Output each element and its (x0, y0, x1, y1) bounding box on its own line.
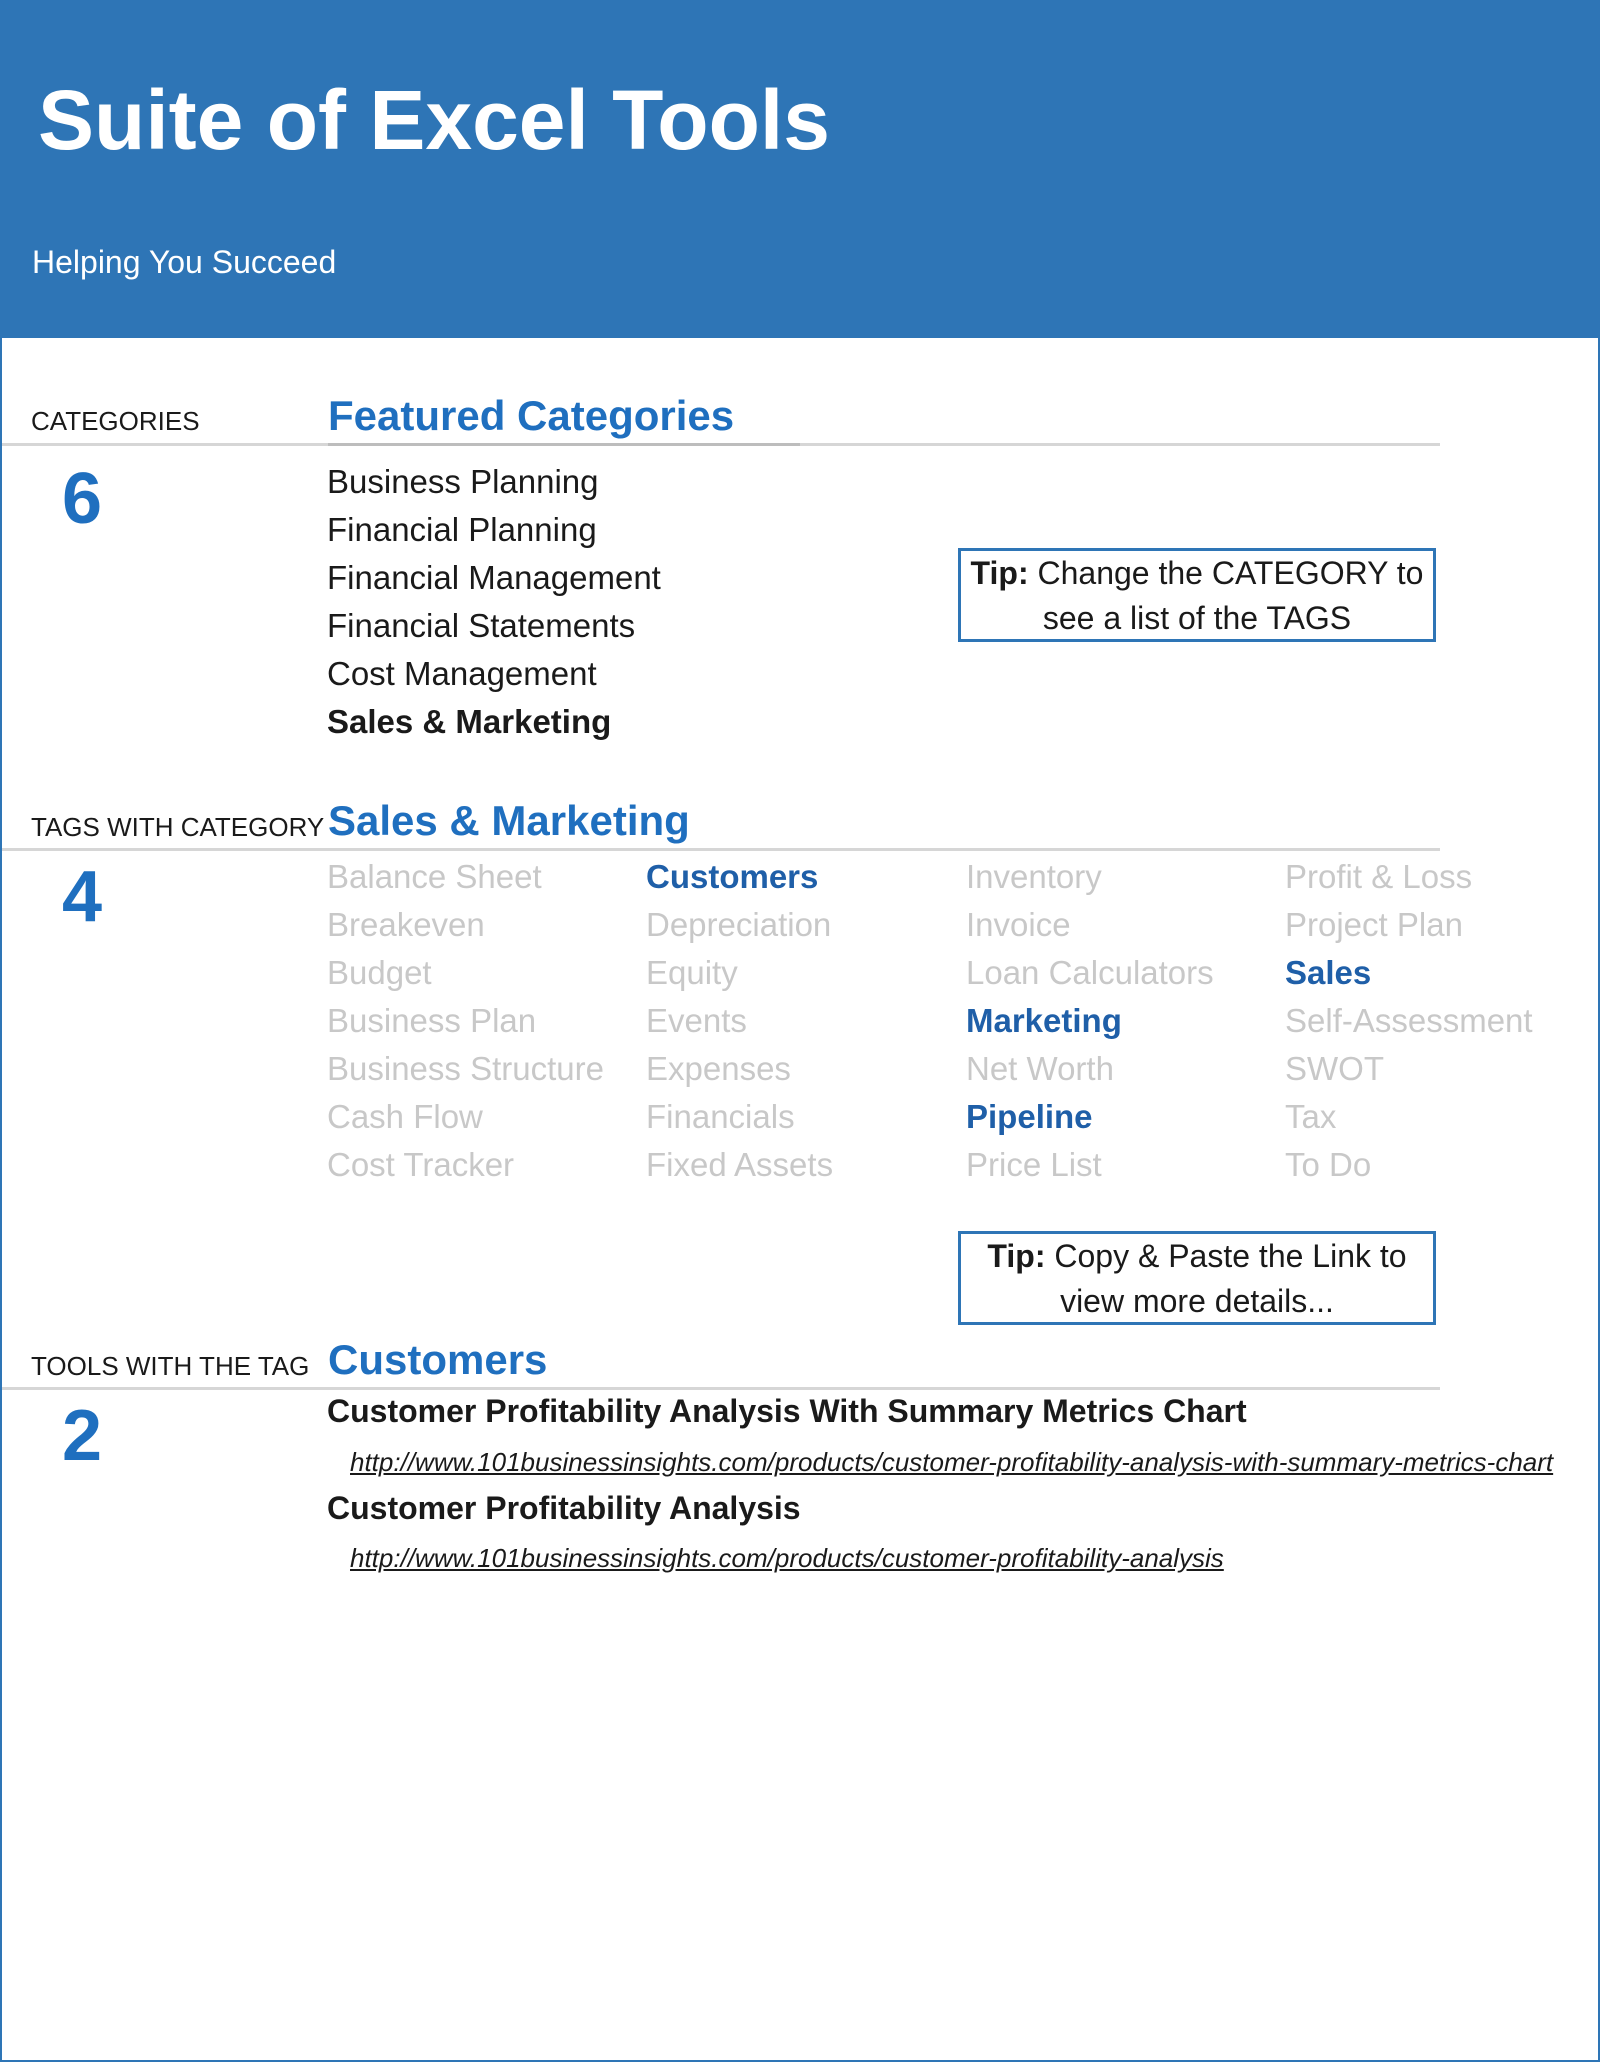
tag-item[interactable]: Marketing (966, 1002, 1122, 1039)
categories-label: CATEGORIES (31, 406, 200, 436)
tag-item[interactable]: Breakeven (327, 906, 485, 943)
category-tip-prefix: Tip: (970, 555, 1029, 591)
tag-item[interactable]: Sales (1285, 954, 1372, 991)
tool-title-1: Customer Profitability Analysis With Summary Metrics Chart (327, 1393, 1247, 1429)
tool-link-2[interactable]: http://www.101businessinsights.com/products/customer-profitability-analysis (350, 1543, 1224, 1573)
tags-divider (2, 848, 1440, 851)
tag-item[interactable]: Loan Calculators (966, 954, 1214, 991)
tag-item[interactable]: Price List (966, 1146, 1102, 1183)
link-tip-line2: view more details... (1060, 1283, 1334, 1319)
tag-column-3 (966, 853, 1214, 1189)
tools-label: TOOLS WITH THE TAG (31, 1351, 310, 1381)
link-tip-prefix: Tip: (987, 1238, 1046, 1274)
link-tip-text: Copy & Paste the Link to (1045, 1238, 1407, 1274)
tag-item[interactable]: Self-Assessment (1285, 1002, 1533, 1039)
category-item[interactable]: Business Planning (327, 463, 599, 500)
tag-item[interactable]: Net Worth (966, 1050, 1114, 1087)
category-item[interactable]: Financial Management (327, 559, 661, 596)
tag-item[interactable]: Depreciation (646, 906, 832, 943)
category-tip-line1 (961, 551, 1433, 596)
link-tip-box (958, 1231, 1436, 1325)
selected-category-heading: Sales & Marketing (328, 797, 690, 844)
tool-title-2: Customer Profitability Analysis (327, 1490, 801, 1526)
tag-item[interactable]: Invoice (966, 906, 1071, 943)
tag-item[interactable]: Financials (646, 1098, 795, 1135)
link-tip-line1 (961, 1234, 1433, 1279)
tag-item[interactable]: Cost Tracker (327, 1146, 515, 1183)
tag-item[interactable]: Profit & Loss (1285, 858, 1473, 895)
page-title: Suite of Excel Tools (38, 73, 830, 167)
tag-item[interactable]: SWOT (1285, 1050, 1384, 1087)
header-banner (0, 0, 1600, 338)
tag-column-1 (327, 853, 604, 1189)
tag-item[interactable]: Events (646, 1002, 747, 1039)
category-item[interactable]: Sales & Marketing (327, 703, 612, 740)
selected-tag-heading: Customers (328, 1336, 548, 1383)
category-tip-line2: see a list of the TAGS (1042, 600, 1352, 636)
tag-item[interactable]: Equity (646, 954, 738, 991)
page-subtitle: Helping You Succeed (32, 244, 337, 280)
featured-categories-heading: Featured Categories (328, 392, 735, 439)
tag-item[interactable]: To Do (1285, 1146, 1372, 1183)
tag-item[interactable]: Fixed Assets (646, 1146, 834, 1183)
category-item[interactable]: Financial Statements (327, 607, 636, 644)
tag-item[interactable]: Project Plan (1285, 906, 1463, 943)
tool-link-1[interactable]: http://www.101businessinsights.com/products/customer-profitability-analysis-with-summary-metrics-chart (350, 1447, 1554, 1477)
category-list (327, 458, 661, 746)
category-item[interactable]: Cost Management (327, 655, 597, 692)
tag-item[interactable]: Business Plan (327, 1002, 537, 1039)
tag-item[interactable]: Tax (1285, 1098, 1337, 1135)
tag-item[interactable]: Cash Flow (327, 1098, 483, 1135)
tags-count: 4 (62, 857, 103, 937)
tag-item[interactable]: Pipeline (966, 1098, 1093, 1135)
tag-item[interactable]: Customers (646, 858, 819, 895)
categories-heading-underline (328, 443, 800, 446)
tag-item[interactable]: Budget (327, 954, 432, 991)
category-tip-box (958, 548, 1436, 642)
tags-label: TAGS WITH CATEGORY (31, 812, 325, 842)
category-tip-text: Change the CATEGORY to (1028, 555, 1424, 591)
tag-item[interactable]: Inventory (966, 858, 1102, 895)
tag-column-2 (646, 853, 833, 1189)
tools-divider (2, 1387, 1440, 1390)
tag-item[interactable]: Business Structure (327, 1050, 604, 1087)
tag-item[interactable]: Expenses (646, 1050, 791, 1087)
tag-item[interactable]: Balance Sheet (327, 858, 542, 895)
categories-count: 6 (62, 459, 103, 539)
category-item[interactable]: Financial Planning (327, 511, 597, 548)
tag-column-4 (1285, 853, 1533, 1189)
tools-count: 2 (62, 1396, 103, 1476)
